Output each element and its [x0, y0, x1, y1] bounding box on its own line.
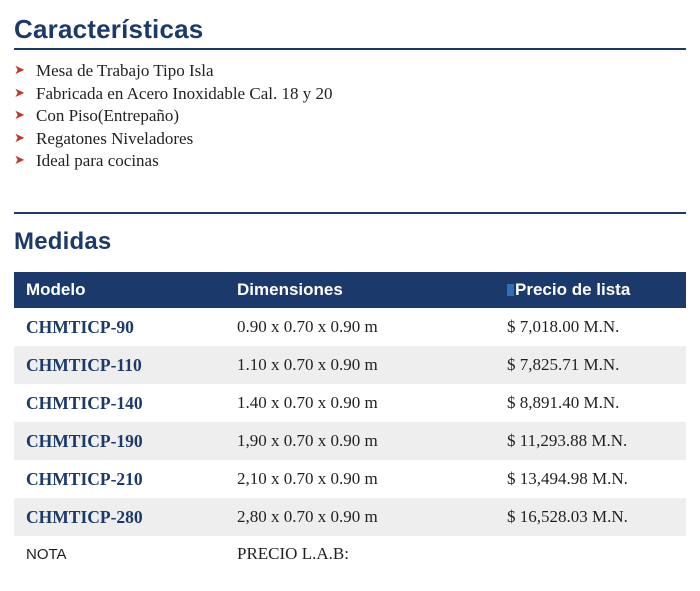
column-header-modelo: Modelo	[26, 280, 86, 299]
features-section-title: Características	[14, 14, 204, 44]
text-cursor-icon	[507, 284, 514, 296]
cell-dimensiones: 2,80 x 0.70 x 0.90 m	[237, 507, 378, 526]
list-item	[14, 83, 674, 106]
table-row	[14, 460, 686, 498]
note-value: PRECIO L.A.B:	[237, 544, 349, 563]
cell-dimensiones: 2,10 x 0.70 x 0.90 m	[237, 469, 378, 488]
list-item	[14, 60, 674, 83]
cell-dimensiones: 1,90 x 0.70 x 0.90 m	[237, 431, 378, 450]
list-item-label: Mesa de Trabajo Tipo Isla	[36, 61, 214, 80]
table-row	[14, 384, 686, 422]
list-item-label: Fabricada en Acero Inoxidable Cal. 18 y 20	[36, 83, 333, 103]
divider-top	[14, 48, 686, 50]
measures-table	[14, 272, 686, 572]
list-item-label: Con Piso(Entrepaño)	[36, 106, 180, 125]
cell-precio: $ 16,528.03 M.N.	[507, 507, 628, 526]
table-header-row	[14, 272, 686, 308]
chevron-right-icon: ➤	[14, 63, 25, 78]
chevron-right-icon: ➤	[14, 108, 25, 123]
table-header	[14, 272, 686, 308]
chevron-right-icon: ➤	[14, 153, 25, 168]
column-header-precio-label: Precio de lista	[515, 280, 631, 299]
note-empty	[497, 536, 686, 572]
list-item	[14, 105, 674, 128]
cell-modelo: CHMTICP-190	[26, 430, 143, 451]
table-row	[14, 498, 686, 536]
list-item-label: Ideal para cocinas	[36, 151, 159, 170]
divider-middle	[14, 212, 686, 214]
cell-dimensiones: 0.90 x 0.70 x 0.90 m	[237, 317, 378, 336]
cell-precio: $ 13,494.98 M.N.	[507, 469, 628, 488]
list-item	[14, 128, 674, 151]
cell-modelo: CHMTICP-110	[26, 354, 142, 375]
features-list	[14, 60, 674, 173]
table-row	[14, 346, 686, 384]
cell-dimensiones: 1.10 x 0.70 x 0.90 m	[237, 355, 378, 374]
cell-dimensiones: 1.40 x 0.70 x 0.90 m	[237, 393, 378, 412]
column-header-precio	[497, 272, 686, 308]
list-item	[14, 150, 674, 173]
note-label: NOTA	[26, 545, 67, 563]
chevron-right-icon: ➤	[14, 130, 25, 146]
cell-precio: $ 8,891.40 M.N.	[507, 393, 620, 412]
chevron-right-icon: ➤	[14, 85, 25, 101]
cell-precio: $ 11,293.88 M.N.	[507, 431, 628, 450]
table-note-row	[14, 536, 686, 572]
table-body	[14, 308, 686, 572]
measures-section-title: Medidas	[14, 228, 112, 255]
list-item-label: Regatones Niveladores	[36, 128, 194, 148]
cell-precio: $ 7,018.00 M.N.	[507, 317, 620, 336]
cell-modelo: CHMTICP-140	[26, 392, 143, 413]
cell-modelo: CHMTICP-210	[26, 468, 143, 489]
column-header-dimensiones: Dimensiones	[237, 280, 343, 299]
table-row	[14, 308, 686, 346]
cell-modelo: CHMTICP-90	[26, 316, 134, 337]
cell-modelo: CHMTICP-280	[26, 506, 143, 527]
cell-precio: $ 7,825.71 M.N.	[507, 355, 620, 374]
table-row	[14, 422, 686, 460]
